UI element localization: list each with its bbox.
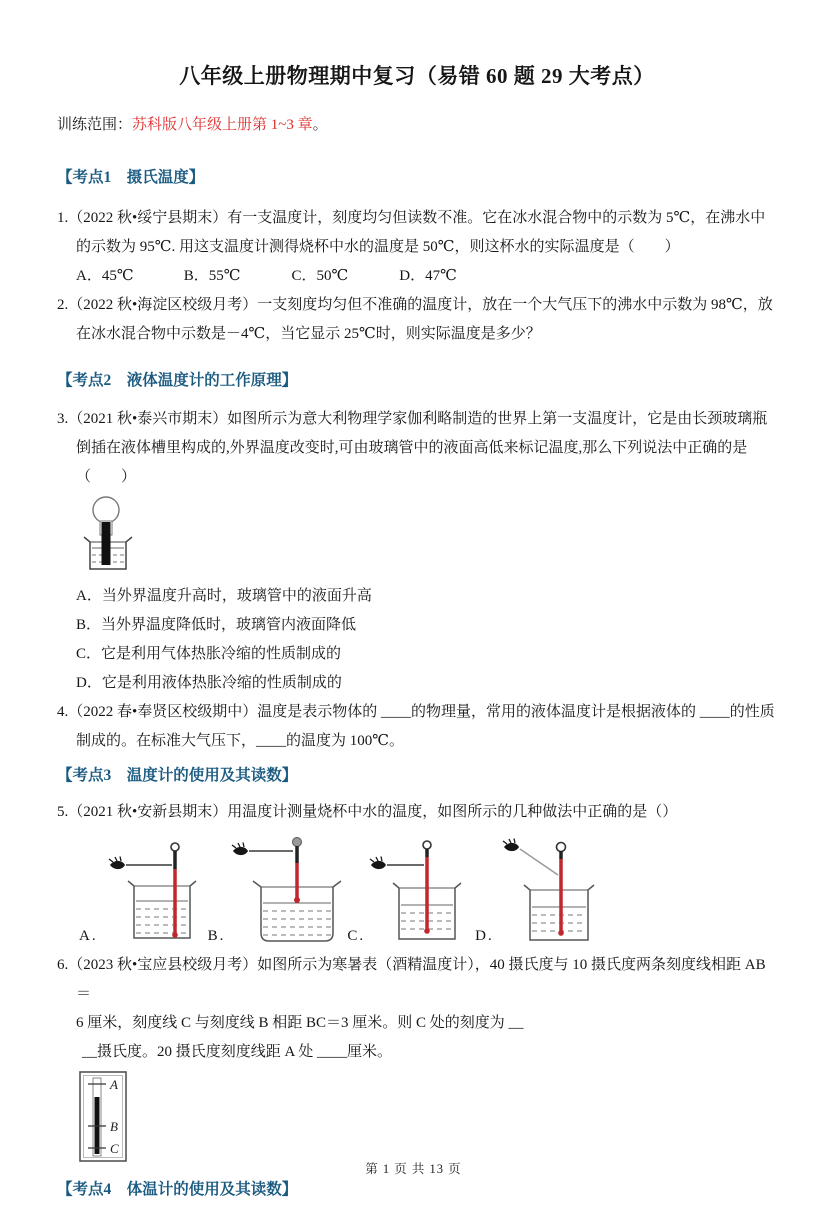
eye-icon xyxy=(503,839,519,852)
page-number-footer: 第 1 页 共 13 页 xyxy=(365,1162,462,1176)
thermometer-beaker-figure-a xyxy=(102,835,202,945)
section-header-kaodian4: 【考点4 体温计的使用及其读数】 xyxy=(57,1181,298,1198)
gauge-label-b: B xyxy=(110,1119,118,1134)
gauge-label-a: A xyxy=(110,1077,118,1092)
section-header-kaodian3: 【考点3 温度计的使用及其读数】 xyxy=(57,767,298,784)
thermometer-ring xyxy=(556,843,565,852)
thermometer-beaker-figure-c xyxy=(369,835,469,945)
galileo-thermometer-svg xyxy=(76,495,146,575)
figure-label-d: D. xyxy=(475,928,494,944)
thermometer-beaker-figure-d xyxy=(498,835,602,945)
section-header-kaodian2: 【考点2 液体温度计的工作原理】 xyxy=(57,372,298,389)
question-6-line1: 6.（2023 秋•宝应县校级月考）如图所示为寒暑表（酒精温度计），40 摄氏度与 10 摄氏度两条刻度线相距 AB＝ xyxy=(57,957,766,1002)
thermometer-beaker-figure-b xyxy=(229,835,341,945)
sight-line xyxy=(520,849,558,875)
cold-heat-gauge-figure xyxy=(79,1071,777,1168)
option-a: A．当外界温度升高时，玻璃管中的液面升高 xyxy=(76,588,372,604)
figure-label-c: C. xyxy=(347,928,366,944)
question-1-options xyxy=(76,262,777,291)
question-3: 3.（2021 秋•泰兴市期末）如图所示为意大利物理学家伽利略制造的世界上第一支温度计，它是由长颈玻璃瓶倒插在液体槽里构成的,外界温度改变时,可由玻璃管中的液面高低来标记温度,那么下列说法中正确的是（ ） xyxy=(57,411,768,485)
eye-icon xyxy=(232,843,248,856)
thermometer-bulb xyxy=(294,897,300,903)
question-6-line3: __摄氏度。20 摄氏度刻度线距 A 处 ____厘米。 xyxy=(82,1044,393,1060)
question-4: 4.（2022 春•奉贤区校级期中）温度是表示物体的 ____的物理量，常用的液体温度计是根据液体的 ____的性质制成的。在标准大气压下，____的温度为 100℃。 xyxy=(57,704,775,749)
thermometer-bulb xyxy=(172,932,178,938)
question-3-options xyxy=(57,582,777,698)
scope-suffix: 。 xyxy=(312,117,328,133)
option-c: C．50℃ xyxy=(291,268,349,284)
question-1: 1.（2022 秋•绥宁县期末）有一支温度计，刻度均匀但读数不准。它在冰水混合物中的示数为 5℃，在沸水中的示数为 95℃. 用这支温度计测得烧杯中水的温度是 50℃，则这杯水的实际温度是（ ） xyxy=(57,210,766,255)
option-b: B．当外界温度降低时，玻璃管内液面降低 xyxy=(76,617,357,633)
cold-heat-gauge-svg xyxy=(79,1071,129,1163)
option-a: A．45℃ xyxy=(76,268,134,284)
option-c: C．它是利用气体热胀冷缩的性质制成的 xyxy=(76,646,342,662)
thermometer-ring xyxy=(171,843,179,851)
thermometer-bulb xyxy=(558,930,564,936)
question-5-figure-row xyxy=(73,835,777,945)
document-page xyxy=(0,60,827,1200)
eye-icon xyxy=(370,857,386,870)
glass-bulb-shape xyxy=(93,497,119,523)
page-title: 八年级上册物理期中复习（易错 60 题 29 大考点） xyxy=(179,64,655,88)
liquid-column-shape xyxy=(102,522,111,565)
question-2: 2.（2022 秋•海淀区校级月考）一支刻度均匀但不准确的温度计，放在一个大气压下的沸水中示数为 98℃，放在冰水混合物中示数是－4℃，当它显示 25℃时，则实际温度是多少？ xyxy=(57,297,773,342)
gauge-label-c: C xyxy=(110,1141,119,1156)
galileo-thermometer-figure xyxy=(76,495,777,580)
option-b: B．55℃ xyxy=(183,268,241,284)
question-6-line2: 6 厘米，刻度线 C 与刻度线 B 相距 BC＝3 厘米。则 C 处的刻度为 __ xyxy=(76,1015,524,1031)
option-d: D．47℃ xyxy=(399,268,457,284)
scope-range-text: 苏科版八年级上册第 1~3 章 xyxy=(132,117,313,133)
eye-icon xyxy=(109,857,125,870)
thermometer-ring xyxy=(423,841,431,849)
scope-label: 训练范围： xyxy=(57,117,133,133)
section-header-kaodian1: 【考点1 摄氏温度】 xyxy=(57,169,205,186)
thermometer-knob xyxy=(293,838,302,847)
question-6 xyxy=(57,951,777,1067)
figure-label-a: A. xyxy=(79,928,98,944)
figure-label-b: B. xyxy=(207,928,226,944)
thermometer-bulb xyxy=(424,928,430,934)
question-5: 5.（2021 秋•安新县期末）用温度计测量烧杯中水的温度，如图所示的几种做法中正确的是（） xyxy=(57,804,678,820)
option-d: D．它是利用液体热胀冷缩的性质制成的 xyxy=(76,675,342,691)
training-scope-line xyxy=(57,114,777,136)
